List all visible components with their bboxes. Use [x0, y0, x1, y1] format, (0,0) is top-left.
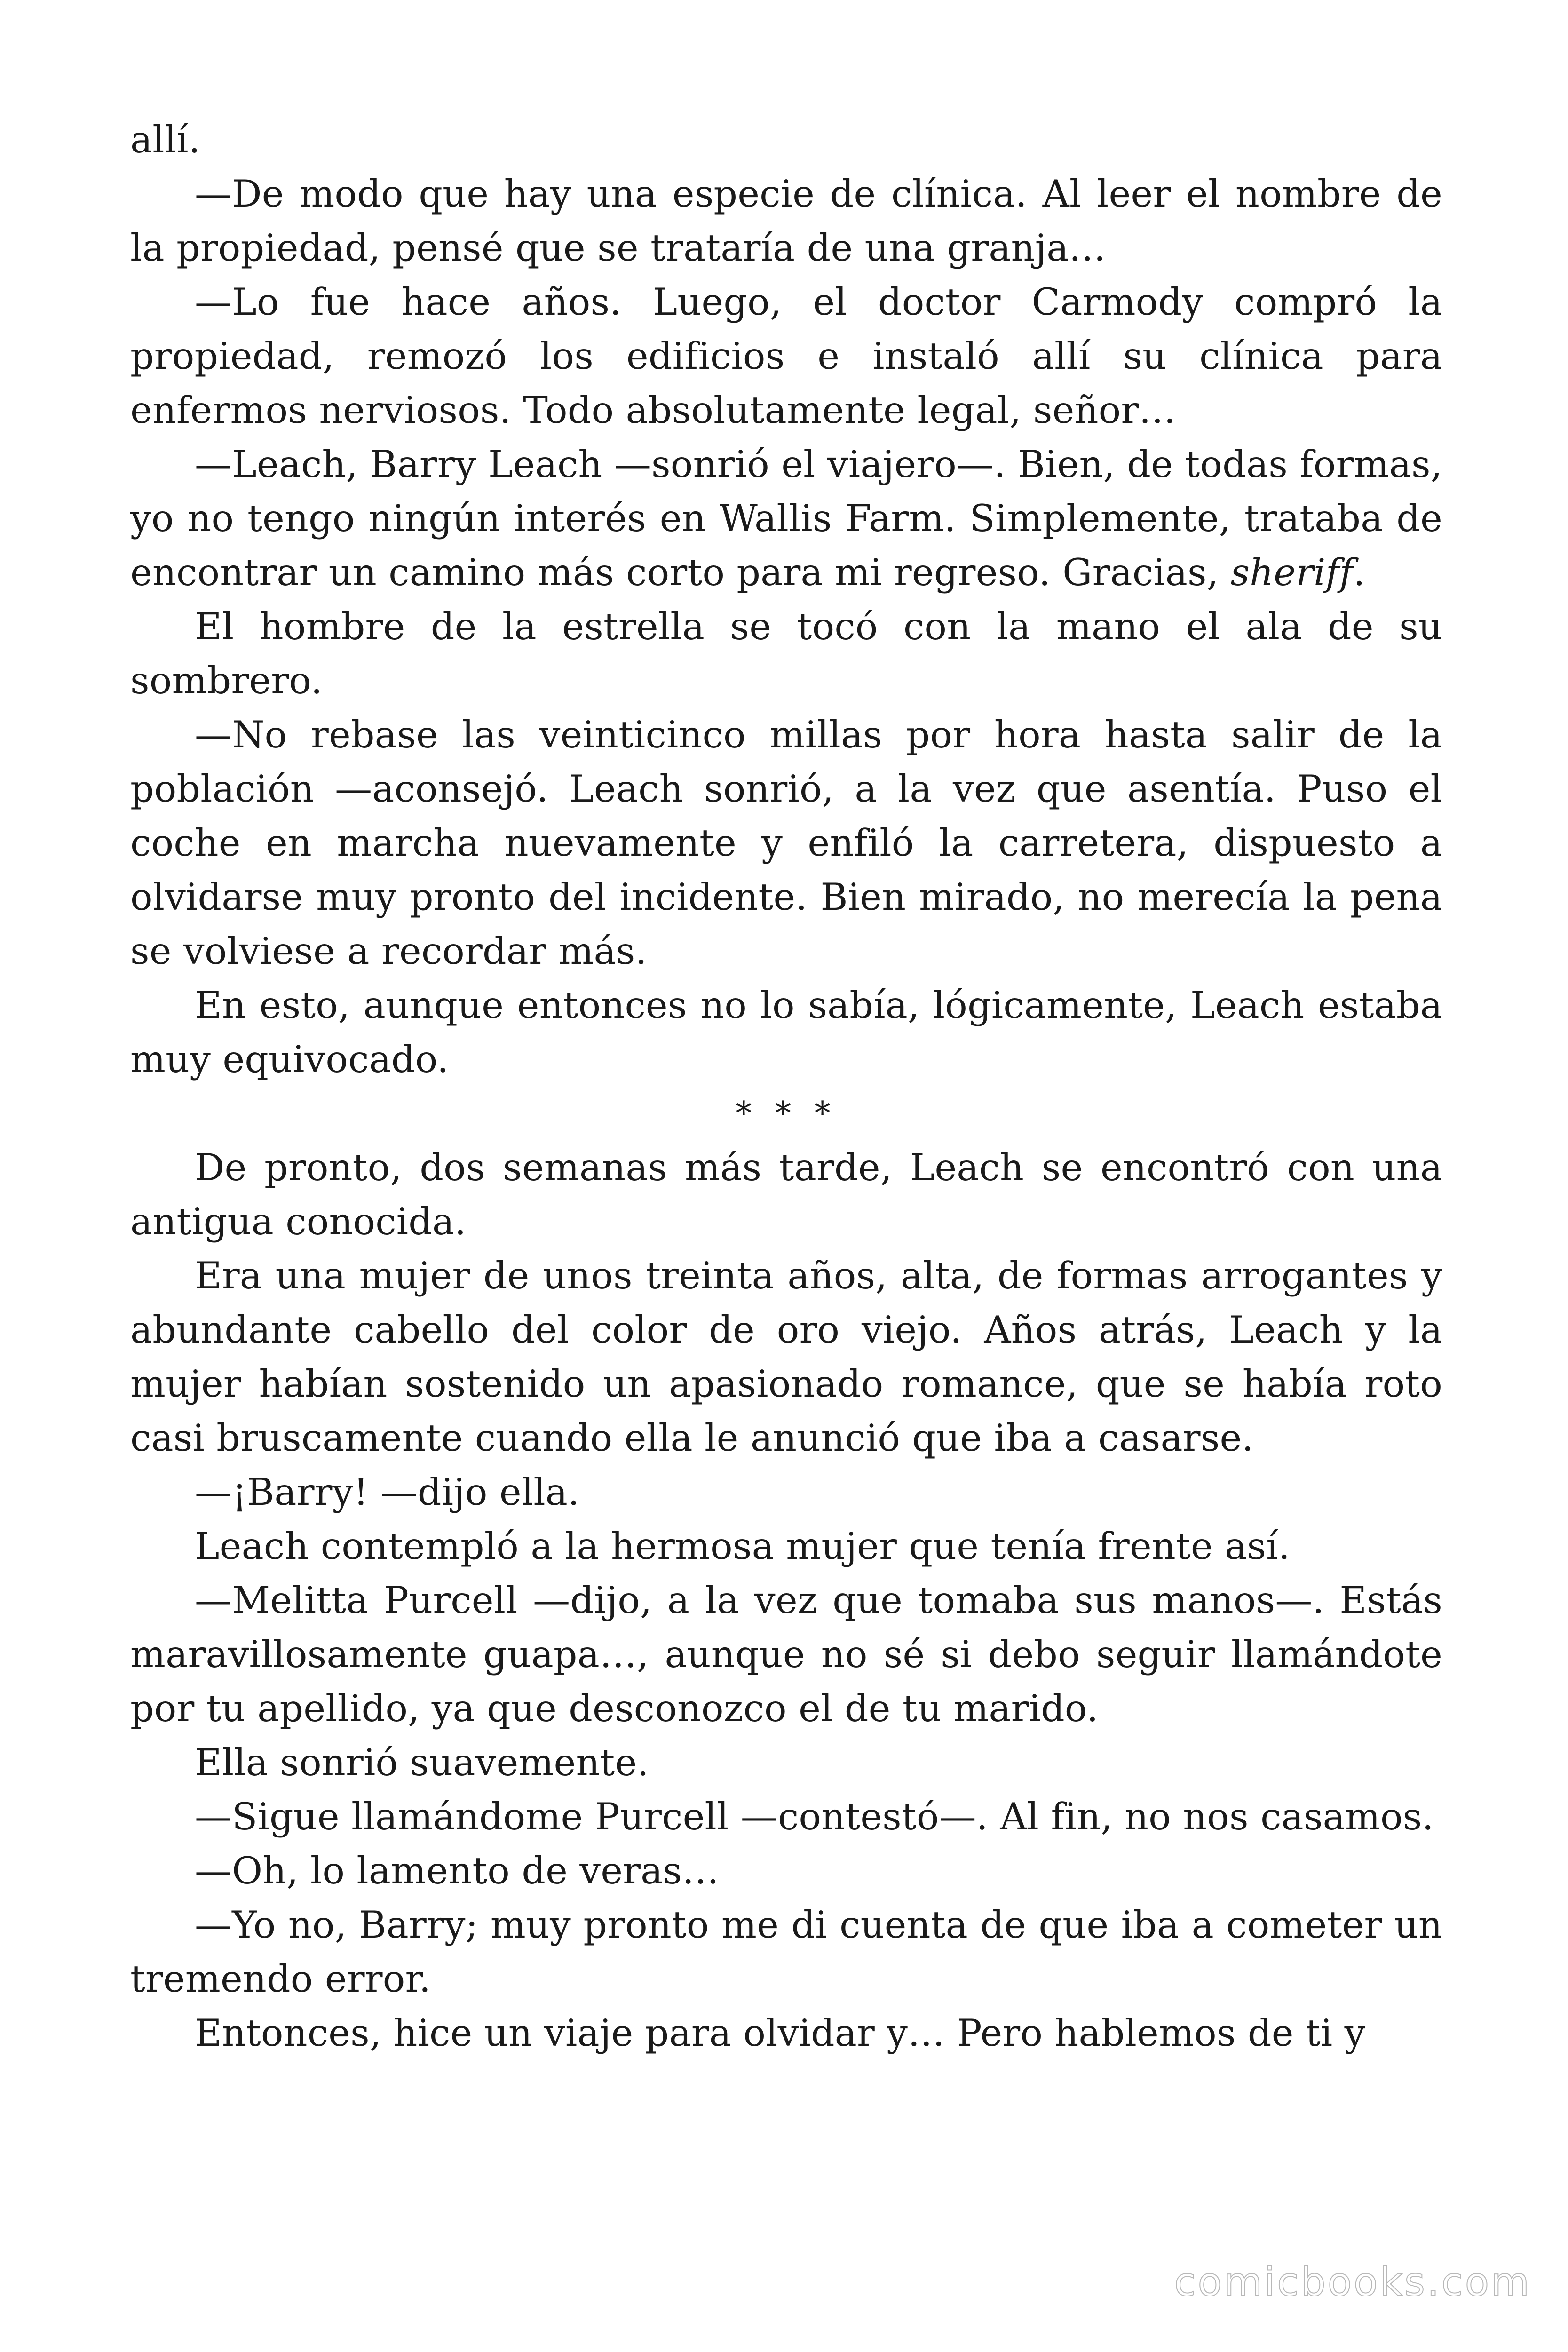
paragraph-text: De pronto, dos semanas más tarde, Leach se encontró con una antigua conocida.: [130, 1146, 1442, 1243]
paragraph-text: —Sigue llamándome Purcell —contestó—. Al fin, no nos casamos.: [195, 1795, 1434, 1838]
paragraph-text: En esto, aunque entonces no lo sabía, lógicamente, Leach estaba muy equivocado.: [130, 984, 1442, 1081]
paragraph-text: El hombre de la estrella se tocó con la mano el ala de su sombrero.: [130, 605, 1442, 702]
paragraph: [130, 167, 1442, 275]
paragraph: [130, 1249, 1442, 1465]
paragraph-text: —¡Barry! —dijo ella.: [195, 1470, 580, 1514]
watermark: comicbooks.com: [1174, 2259, 1531, 2305]
paragraph: [130, 2006, 1442, 2060]
paragraph-text: Leach contempló a la hermosa mujer que tenía frente así.: [195, 1525, 1291, 1568]
paragraph: [130, 708, 1442, 978]
paragraph-text: —Yo no, Barry; muy pronto me di cuenta de que iba a cometer un tremendo error.: [130, 1903, 1442, 2001]
paragraph: [130, 113, 1442, 167]
paragraph: [130, 437, 1442, 600]
paragraph-tail: .: [1353, 551, 1365, 594]
paragraph-text: —Melitta Purcell —dijo, a la vez que tomaba sus manos—. Estás maravillosamente guapa…, aunque no sé si debo seguir llamándote por tu apellido, ya que desconozco el de tu marido.: [130, 1579, 1442, 1730]
body-text: [130, 113, 1442, 2060]
paragraph: [130, 1573, 1442, 1736]
paragraph: [130, 1736, 1442, 1790]
paragraph-text: —De modo que hay una especie de clínica. Al leer el nombre de la propiedad, pensé que se trataría de una granja…: [130, 172, 1442, 270]
italic-text: sheriff: [1230, 551, 1354, 594]
paragraph: [130, 1141, 1442, 1249]
paragraph: [130, 1898, 1442, 2006]
paragraph-text: * * *: [736, 1095, 837, 1132]
paragraph-text: —Lo fue hace años. Luego, el doctor Carmody compró la propiedad, remozó los edificios e instaló allí su clínica para enfermos nerviosos. Todo absolutamente legal, señor…: [130, 280, 1442, 432]
section-separator: [130, 1087, 1442, 1141]
paragraph: [130, 1519, 1442, 1573]
paragraph: [130, 1790, 1442, 1844]
paragraph-text: —No rebase las veinticinco millas por hora hasta salir de la población —aconsejó. Leach sonrió, a la vez que asentía. Puso el coche en marcha nuevamente y enfiló la carretera, dispuesto a olvidarse muy pronto del incidente. Bien mirado, no merecía la pena se volviese a recordar más.: [130, 713, 1442, 973]
paragraph: [130, 600, 1442, 708]
paragraph: [130, 1844, 1442, 1898]
paragraph-text: Entonces, hice un viaje para olvidar y… Pero hablemos de ti y: [195, 2011, 1366, 2055]
paragraph-text: Era una mujer de unos treinta años, alta, de formas arrogantes y abundante cabello del color de oro viejo. Años atrás, Leach y la mujer habían sostenido un apasionado romance, que se había roto casi bruscamente cuando ella le anunció que iba a casarse.: [130, 1254, 1442, 1460]
paragraph: [130, 275, 1442, 437]
paragraph-text: —Oh, lo lamento de veras…: [195, 1849, 720, 1892]
paragraph: [130, 978, 1442, 1087]
paragraph-text: allí.: [130, 118, 201, 161]
paragraph-text: Ella sonrió suavemente.: [195, 1741, 649, 1784]
paragraph: [130, 1465, 1442, 1519]
paragraph-text: —Leach, Barry Leach —sonrió el viajero—. Bien, de todas formas, yo no tengo ningún interés en Wallis Farm. Simplemente, trataba de encontrar un camino más corto para mi regreso. Gracias,: [130, 443, 1442, 594]
